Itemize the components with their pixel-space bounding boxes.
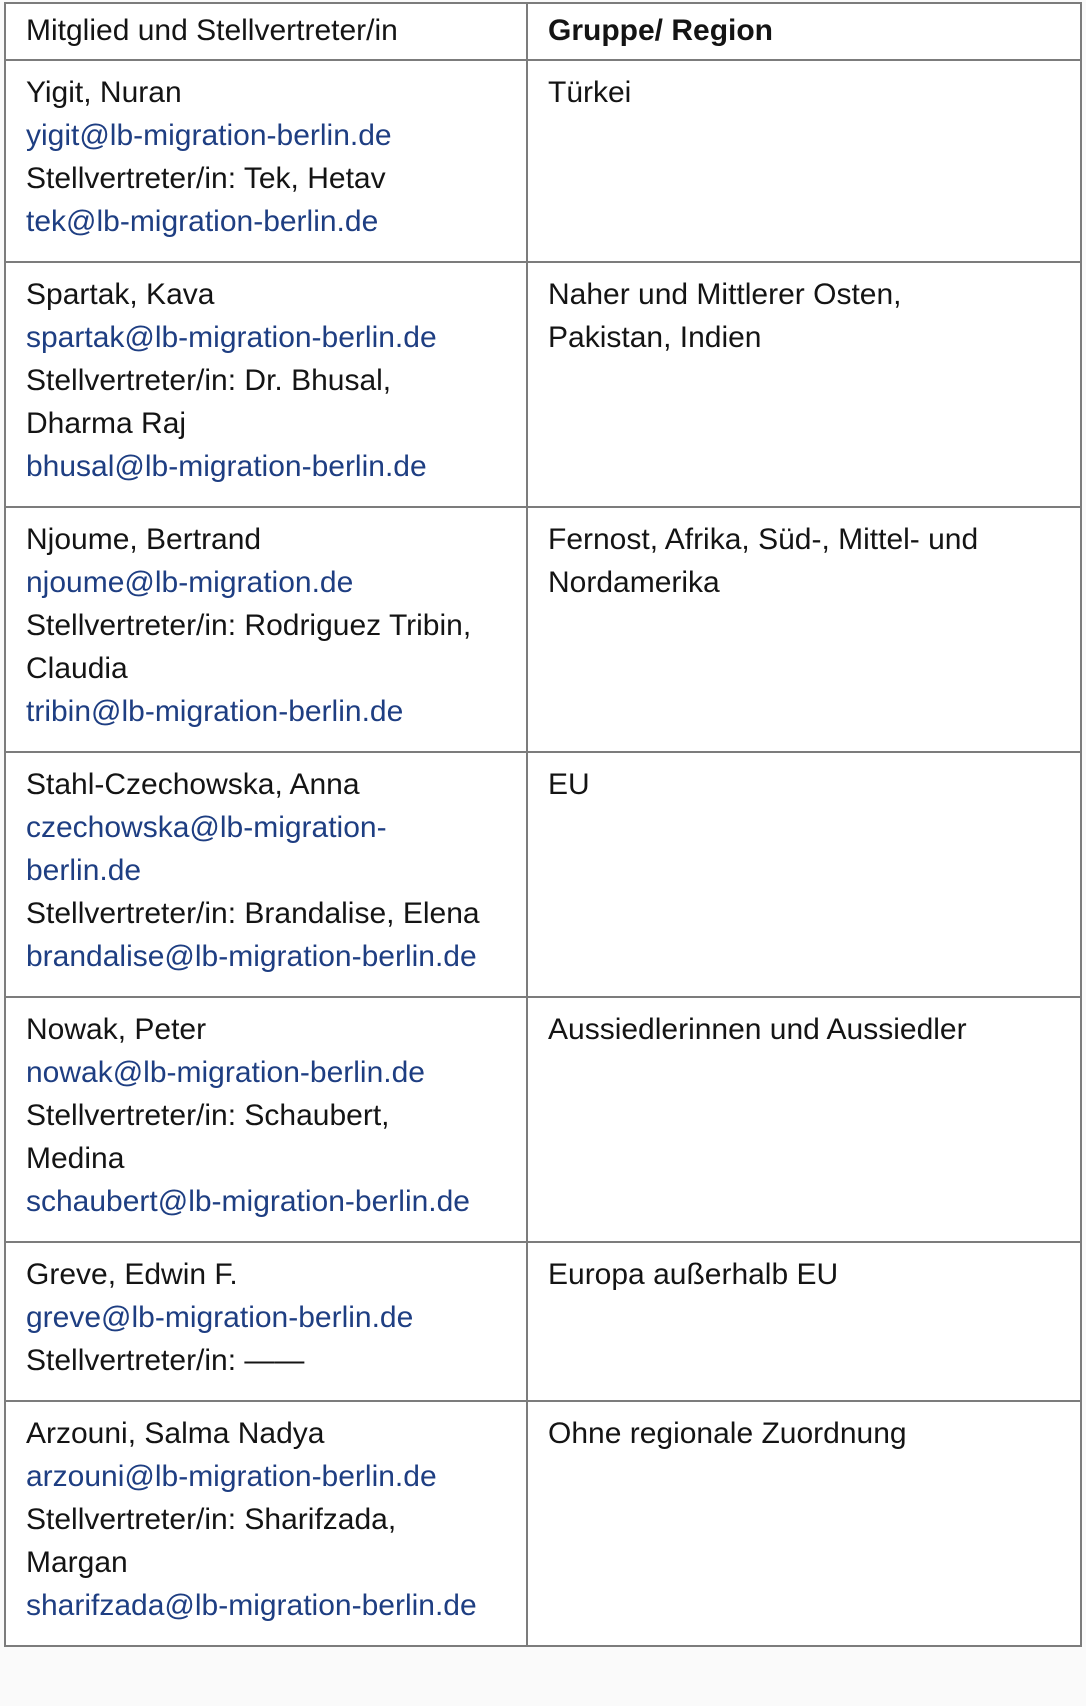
member-cell bbox=[5, 507, 527, 752]
region-text-line: Nordamerika bbox=[548, 566, 720, 599]
email-link[interactable]: nowak@lb-migration-berlin.de bbox=[26, 1056, 425, 1089]
email-link[interactable]: yigit@lb-migration-berlin.de bbox=[26, 119, 392, 152]
column-header-member: Mitglied und Stellvertreter/in bbox=[5, 3, 527, 60]
table-row bbox=[5, 262, 1081, 507]
email-link-line bbox=[26, 200, 506, 243]
region-text-line: EU bbox=[548, 768, 590, 801]
email-link-line bbox=[26, 114, 506, 157]
header-row bbox=[5, 3, 1081, 60]
member-cell bbox=[5, 997, 527, 1242]
region-text-line: Europa außerhalb EU bbox=[548, 1258, 839, 1291]
member-cell bbox=[5, 60, 527, 262]
email-link-line bbox=[26, 316, 506, 359]
member-text-line: Nowak, Peter bbox=[26, 1013, 207, 1046]
email-link-line bbox=[26, 1180, 506, 1223]
region-cell bbox=[527, 262, 1081, 507]
email-link-line bbox=[26, 690, 506, 733]
email-link[interactable]: njoume@lb-migration.de bbox=[26, 566, 354, 599]
email-link-line bbox=[26, 935, 506, 978]
region-text-line: Aussiedlerinnen und Aussiedler bbox=[548, 1013, 967, 1046]
email-link[interactable]: berlin.de bbox=[26, 854, 142, 887]
member-text-line: Stellvertreter/in: Sharifzada, bbox=[26, 1503, 397, 1536]
region-text-line: Ohne regionale Zuordnung bbox=[548, 1417, 907, 1450]
email-link[interactable]: greve@lb-migration-berlin.de bbox=[26, 1301, 414, 1334]
region-cell bbox=[527, 1242, 1081, 1401]
member-cell bbox=[5, 752, 527, 997]
member-cell bbox=[5, 1242, 527, 1401]
member-text-line: Spartak, Kava bbox=[26, 278, 215, 311]
member-text-line: Stahl-Czechowska, Anna bbox=[26, 768, 360, 801]
table-row bbox=[5, 997, 1081, 1242]
member-text-line: Stellvertreter/in: Rodriguez Tribin, bbox=[26, 609, 472, 642]
email-link[interactable]: arzouni@lb-migration-berlin.de bbox=[26, 1460, 437, 1493]
member-text-line: Greve, Edwin F. bbox=[26, 1258, 238, 1291]
region-cell bbox=[527, 752, 1081, 997]
email-link[interactable]: sharifzada@lb-migration-berlin.de bbox=[26, 1589, 477, 1622]
email-link-line bbox=[26, 849, 506, 892]
member-text-line: Yigit, Nuran bbox=[26, 76, 182, 109]
member-text-line: Stellvertreter/in: Schaubert, bbox=[26, 1099, 390, 1132]
table-row bbox=[5, 60, 1081, 262]
email-link-line bbox=[26, 1296, 506, 1339]
member-text-line: Medina bbox=[26, 1142, 125, 1175]
member-text-line: Njoume, Bertrand bbox=[26, 523, 262, 556]
region-cell bbox=[527, 997, 1081, 1242]
email-link-line bbox=[26, 445, 506, 488]
table-row bbox=[5, 1401, 1081, 1646]
email-link[interactable]: bhusal@lb-migration-berlin.de bbox=[26, 450, 427, 483]
member-text-line: Stellvertreter/in: Brandalise, Elena bbox=[26, 897, 480, 930]
member-text-line: Stellvertreter/in: Dr. Bhusal, bbox=[26, 364, 392, 397]
email-link[interactable]: spartak@lb-migration-berlin.de bbox=[26, 321, 437, 354]
email-link-line bbox=[26, 1455, 506, 1498]
region-text-line: Fernost, Afrika, Süd-, Mittel- und bbox=[548, 523, 979, 556]
member-text-line: Stellvertreter/in: Tek, Hetav bbox=[26, 162, 386, 195]
region-text-line: Pakistan, Indien bbox=[548, 321, 762, 354]
member-text-line: Stellvertreter/in: —— bbox=[26, 1344, 305, 1377]
region-cell bbox=[527, 1401, 1081, 1646]
member-text-line: Margan bbox=[26, 1546, 128, 1579]
email-link-line bbox=[26, 806, 506, 849]
region-text-line: Türkei bbox=[548, 76, 632, 109]
table-row bbox=[5, 752, 1081, 997]
member-text-line: Arzouni, Salma Nadya bbox=[26, 1417, 325, 1450]
member-cell bbox=[5, 1401, 527, 1646]
email-link[interactable]: schaubert@lb-migration-berlin.de bbox=[26, 1185, 470, 1218]
table-row bbox=[5, 1242, 1081, 1401]
email-link-line bbox=[26, 1051, 506, 1094]
region-cell bbox=[527, 507, 1081, 752]
member-text-line: Claudia bbox=[26, 652, 128, 685]
member-text-line: Dharma Raj bbox=[26, 407, 187, 440]
table-body bbox=[5, 60, 1081, 1646]
email-link[interactable]: brandalise@lb-migration-berlin.de bbox=[26, 940, 477, 973]
members-table bbox=[4, 2, 1082, 1647]
email-link-line bbox=[26, 561, 506, 604]
email-link[interactable]: tribin@lb-migration-berlin.de bbox=[26, 695, 404, 728]
email-link-line bbox=[26, 1584, 506, 1627]
email-link[interactable]: tek@lb-migration-berlin.de bbox=[26, 205, 379, 238]
column-header-region: Gruppe/ Region bbox=[527, 3, 1081, 60]
region-text-line: Naher und Mittlerer Osten, bbox=[548, 278, 902, 311]
email-link[interactable]: czechowska@lb-migration- bbox=[26, 811, 387, 844]
member-cell bbox=[5, 262, 527, 507]
table-row bbox=[5, 507, 1081, 752]
region-cell bbox=[527, 60, 1081, 262]
